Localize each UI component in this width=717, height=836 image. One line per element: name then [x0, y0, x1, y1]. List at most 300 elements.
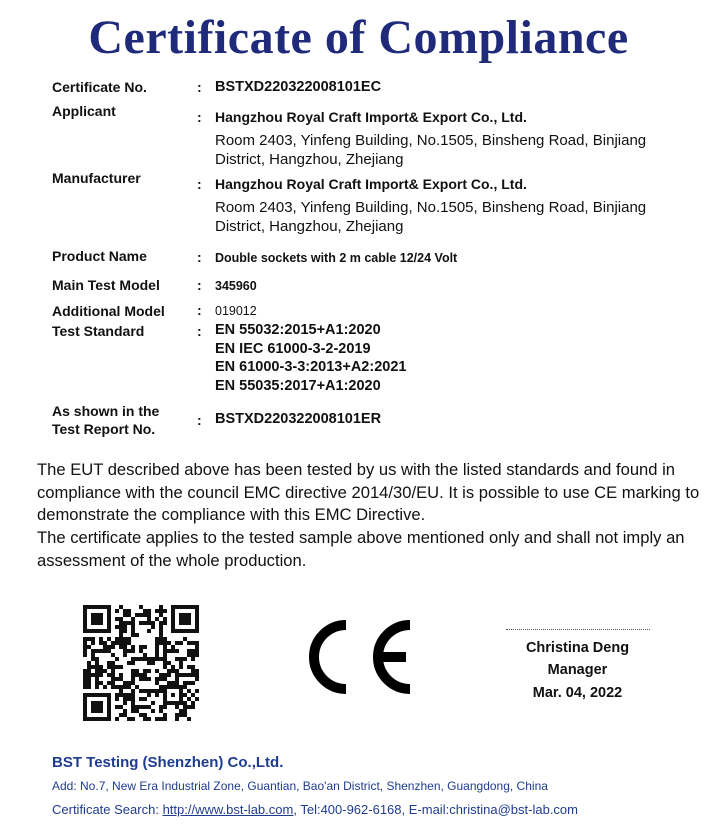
qr-module	[107, 701, 111, 705]
qr-module	[95, 705, 99, 709]
qr-module	[155, 677, 159, 681]
qr-module	[119, 625, 123, 629]
qr-module	[91, 621, 95, 625]
qr-module	[163, 617, 167, 621]
qr-module	[171, 649, 175, 653]
qr-module	[147, 617, 151, 621]
qr-module	[91, 701, 95, 705]
qr-module	[119, 689, 123, 693]
qr-module	[83, 713, 87, 717]
test-report-label-line1: As shown in the	[52, 403, 160, 419]
qr-module	[183, 701, 187, 705]
qr-module	[127, 697, 131, 701]
additional-model-value: 019012	[215, 304, 257, 318]
qr-module	[107, 649, 111, 653]
qr-module	[159, 657, 163, 661]
qr-module	[115, 665, 119, 669]
main-test-model-label: Main Test Model	[52, 277, 160, 293]
qr-module	[83, 653, 87, 657]
qr-module	[143, 713, 147, 717]
qr-module	[131, 617, 135, 621]
qr-module	[123, 653, 127, 657]
qr-module	[123, 625, 127, 629]
qr-module	[111, 653, 115, 657]
qr-module	[107, 673, 111, 677]
colon: :	[197, 79, 202, 95]
qr-module	[195, 673, 199, 677]
qr-module	[179, 701, 183, 705]
qr-module	[171, 645, 175, 649]
qr-code-icon	[83, 605, 199, 721]
qr-module	[187, 705, 191, 709]
qr-module	[83, 677, 87, 681]
qr-module	[175, 629, 179, 633]
qr-module	[147, 717, 151, 721]
qr-module	[159, 689, 163, 693]
qr-module	[195, 669, 199, 673]
qr-module	[99, 669, 103, 673]
qr-module	[107, 661, 111, 665]
qr-module	[103, 649, 107, 653]
qr-module	[195, 641, 199, 645]
qr-module	[83, 625, 87, 629]
qr-module	[143, 609, 147, 613]
qr-module	[131, 717, 135, 721]
qr-module	[187, 697, 191, 701]
footer-contact: , Tel:400-962-6168, E-mail:christina@bst-lab.com	[293, 802, 578, 817]
qr-module	[107, 617, 111, 621]
qr-module	[171, 617, 175, 621]
qr-module	[167, 685, 171, 689]
qr-module	[83, 685, 87, 689]
qr-module	[179, 689, 183, 693]
qr-module	[179, 657, 183, 661]
qr-module	[115, 641, 119, 645]
qr-module	[179, 693, 183, 697]
qr-module	[99, 681, 103, 685]
qr-module	[115, 637, 119, 641]
qr-module	[95, 681, 99, 685]
certificate-title: Certificate of Compliance	[88, 11, 629, 64]
qr-module	[163, 657, 167, 661]
ce-mark-icon	[298, 617, 418, 697]
qr-module	[155, 669, 159, 673]
qr-module	[159, 609, 163, 613]
qr-module	[155, 645, 159, 649]
qr-module	[107, 605, 111, 609]
qr-module	[91, 673, 95, 677]
qr-module	[107, 629, 111, 633]
qr-module	[83, 705, 87, 709]
qr-module	[163, 665, 167, 669]
colon: :	[197, 249, 202, 265]
qr-module	[183, 685, 187, 689]
qr-module	[87, 629, 91, 633]
colon: :	[197, 323, 202, 339]
qr-module	[99, 709, 103, 713]
qr-module	[147, 657, 151, 661]
qr-module	[139, 621, 143, 625]
qr-module	[127, 685, 131, 689]
qr-module	[123, 609, 127, 613]
qr-module	[195, 617, 199, 621]
qr-module	[187, 605, 191, 609]
qr-module	[139, 713, 143, 717]
qr-module	[171, 609, 175, 613]
qr-module	[127, 641, 131, 645]
qr-module	[115, 697, 119, 701]
qr-module	[123, 709, 127, 713]
qr-module	[119, 645, 123, 649]
qr-module	[183, 681, 187, 685]
qr-module	[155, 653, 159, 657]
qr-module	[191, 653, 195, 657]
qr-module	[131, 697, 135, 701]
qr-module	[195, 653, 199, 657]
qr-module	[131, 621, 135, 625]
qr-module	[175, 669, 179, 673]
qr-module	[167, 649, 171, 653]
qr-module	[83, 637, 87, 641]
qr-module	[95, 673, 99, 677]
qr-module	[91, 717, 95, 721]
qr-module	[87, 717, 91, 721]
qr-module	[171, 681, 175, 685]
qr-module	[123, 685, 127, 689]
qr-module	[111, 641, 115, 645]
qr-module	[111, 677, 115, 681]
qr-module	[107, 637, 111, 641]
qr-module	[183, 705, 187, 709]
qr-module	[135, 673, 139, 677]
qr-module	[99, 617, 103, 621]
qr-module	[159, 637, 163, 641]
qr-module	[139, 705, 143, 709]
qr-module	[107, 621, 111, 625]
qr-module	[119, 633, 123, 637]
qr-module	[95, 657, 99, 661]
qr-module	[167, 641, 171, 645]
applicant-label: Applicant	[52, 103, 116, 119]
qr-module	[179, 673, 183, 677]
qr-module	[119, 713, 123, 717]
qr-module	[163, 661, 167, 665]
qr-module	[187, 689, 191, 693]
colon: :	[197, 176, 202, 192]
qr-module	[111, 665, 115, 669]
qr-module	[195, 649, 199, 653]
qr-module	[167, 701, 171, 705]
qr-module	[175, 681, 179, 685]
qr-module	[83, 609, 87, 613]
qr-module	[95, 629, 99, 633]
additional-model-label: Additional Model	[52, 303, 165, 319]
qr-module	[171, 613, 175, 617]
qr-module	[155, 689, 159, 693]
qr-module	[159, 641, 163, 645]
qr-module	[163, 705, 167, 709]
qr-module	[91, 613, 95, 617]
qr-module	[155, 609, 159, 613]
qr-module	[163, 641, 167, 645]
applicant-address-line2: District, Hangzhou, Zhejiang	[215, 150, 404, 168]
qr-module	[99, 641, 103, 645]
qr-module	[107, 717, 111, 721]
qr-module	[87, 673, 91, 677]
qr-module	[127, 613, 131, 617]
qr-module	[147, 693, 151, 697]
qr-module	[175, 657, 179, 661]
qr-module	[119, 693, 123, 697]
qr-module	[183, 637, 187, 641]
qr-module	[155, 681, 159, 685]
qr-module	[163, 697, 167, 701]
qr-module	[99, 673, 103, 677]
qr-module	[163, 701, 167, 705]
qr-module	[155, 641, 159, 645]
qr-module	[91, 653, 95, 657]
qr-module	[159, 717, 163, 721]
qr-module	[187, 649, 191, 653]
qr-module	[107, 693, 111, 697]
qr-module	[175, 677, 179, 681]
qr-module	[87, 685, 91, 689]
qr-module	[111, 681, 115, 685]
qr-module	[143, 669, 147, 673]
test-standard-item: EN 61000-3-3:2013+A2:2021	[215, 359, 407, 375]
qr-module	[183, 621, 187, 625]
qr-module	[191, 693, 195, 697]
signature-date: Mar. 04, 2022	[532, 685, 623, 701]
test-report-label	[52, 402, 159, 438]
qr-module	[147, 609, 151, 613]
test-report-label-line2: Test Report No.	[52, 421, 156, 437]
qr-module	[179, 613, 183, 617]
qr-module	[163, 645, 167, 649]
qr-module	[131, 689, 135, 693]
qr-module	[135, 709, 139, 713]
qr-module	[119, 617, 123, 621]
qr-module	[83, 669, 87, 673]
qr-module	[99, 629, 103, 633]
qr-module	[87, 669, 91, 673]
certificate-no-value: BSTXD220322008101EC	[215, 79, 382, 95]
qr-module	[139, 697, 143, 701]
qr-module	[163, 713, 167, 717]
qr-module	[159, 673, 163, 677]
qr-module	[103, 645, 107, 649]
qr-module	[171, 621, 175, 625]
qr-module	[179, 629, 183, 633]
qr-module	[159, 613, 163, 617]
qr-module	[135, 613, 139, 617]
qr-module	[123, 681, 127, 685]
qr-module	[187, 621, 191, 625]
qr-module	[111, 661, 115, 665]
qr-module	[91, 705, 95, 709]
qr-module	[139, 605, 143, 609]
qr-module	[163, 685, 167, 689]
qr-module	[195, 625, 199, 629]
qr-module	[131, 701, 135, 705]
qr-module	[127, 661, 131, 665]
qr-module	[95, 665, 99, 669]
qr-module	[119, 641, 123, 645]
qr-module	[135, 633, 139, 637]
signatory-title: Manager	[547, 662, 608, 678]
qr-module	[95, 701, 99, 705]
qr-module	[191, 665, 195, 669]
qr-module	[163, 717, 167, 721]
qr-module	[171, 665, 175, 669]
qr-module	[195, 689, 199, 693]
test-standard-item: EN 55035:2017+A1:2020	[215, 377, 381, 394]
qr-module	[123, 713, 127, 717]
qr-module	[139, 657, 143, 661]
qr-module	[143, 657, 147, 661]
manufacturer-address-line2: District, Hangzhou, Zhejiang	[215, 217, 404, 235]
qr-module	[143, 689, 147, 693]
colon: :	[197, 302, 202, 318]
qr-module	[191, 705, 195, 709]
qr-module	[91, 617, 95, 621]
qr-module	[91, 649, 95, 653]
qr-module	[191, 657, 195, 661]
qr-module	[187, 641, 191, 645]
qr-module	[159, 621, 163, 625]
qr-module	[187, 717, 191, 721]
qr-module	[151, 621, 155, 625]
qr-module	[187, 653, 191, 657]
qr-module	[119, 677, 123, 681]
qr-module	[111, 645, 115, 649]
qr-module	[195, 605, 199, 609]
qr-module	[195, 613, 199, 617]
qr-module	[95, 621, 99, 625]
applicant-address-line1: Room 2403, Yinfeng Building, No.1505, Binsheng Road, Binjiang	[215, 132, 647, 149]
qr-module	[87, 637, 91, 641]
qr-module	[171, 669, 175, 673]
qr-module	[195, 677, 199, 681]
qr-module	[151, 657, 155, 661]
qr-module	[91, 693, 95, 697]
qr-module	[183, 629, 187, 633]
qr-module	[119, 637, 123, 641]
qr-module	[103, 605, 107, 609]
qr-module	[147, 621, 151, 625]
qr-module	[131, 657, 135, 661]
qr-module	[119, 605, 123, 609]
qr-module	[95, 677, 99, 681]
qr-module	[87, 681, 91, 685]
qr-module	[179, 713, 183, 717]
qr-module	[179, 605, 183, 609]
qr-module	[159, 633, 163, 637]
qr-module	[107, 681, 111, 685]
qr-module	[135, 685, 139, 689]
qr-module	[99, 701, 103, 705]
qr-module	[103, 717, 107, 721]
qr-module	[127, 717, 131, 721]
qr-module	[131, 625, 135, 629]
signature-line	[506, 629, 650, 630]
qr-module	[187, 681, 191, 685]
qr-module	[131, 693, 135, 697]
qr-module	[95, 661, 99, 665]
qr-module	[183, 617, 187, 621]
qr-module	[107, 613, 111, 617]
qr-module	[175, 673, 179, 677]
qr-module	[115, 617, 119, 621]
qr-module	[107, 609, 111, 613]
qr-module	[87, 661, 91, 665]
qr-module	[131, 661, 135, 665]
qr-module	[155, 637, 159, 641]
qr-module	[183, 693, 187, 697]
qr-module	[167, 661, 171, 665]
qr-module	[179, 665, 183, 669]
qr-module	[103, 629, 107, 633]
qr-module	[195, 697, 199, 701]
qr-module	[147, 677, 151, 681]
qr-module	[143, 645, 147, 649]
qr-module	[99, 621, 103, 625]
qr-module	[123, 697, 127, 701]
qr-module	[135, 657, 139, 661]
qr-module	[127, 621, 131, 625]
qr-module	[123, 645, 127, 649]
qr-module	[123, 641, 127, 645]
qr-module	[187, 629, 191, 633]
qr-module	[107, 645, 111, 649]
qr-module	[131, 705, 135, 709]
qr-module	[155, 649, 159, 653]
qr-module	[131, 645, 135, 649]
qr-module	[107, 665, 111, 669]
qr-module	[103, 693, 107, 697]
qr-module	[115, 625, 119, 629]
qr-module	[195, 645, 199, 649]
qr-module	[191, 701, 195, 705]
qr-module	[95, 717, 99, 721]
compliance-statement: The EUT described above has been tested by us with the listed standards and found in compliance with the council EMC directive 2014/30/EU. It is possible to use CE marking to demonstrate the compliance with this EMC Directive.	[37, 460, 700, 524]
qr-module	[123, 649, 127, 653]
qr-module	[139, 649, 143, 653]
qr-module	[171, 693, 175, 697]
manufacturer-name: Hangzhou Royal Craft Import& Export Co., Ltd.	[215, 176, 527, 192]
qr-module	[151, 709, 155, 713]
qr-module	[143, 653, 147, 657]
qr-module	[115, 609, 119, 613]
qr-module	[175, 717, 179, 721]
qr-module	[83, 697, 87, 701]
qr-module	[159, 625, 163, 629]
qr-module	[131, 677, 135, 681]
website-link[interactable]: http://www.bst-lab.com	[162, 802, 294, 817]
qr-module	[175, 685, 179, 689]
qr-module	[147, 689, 151, 693]
qr-module	[131, 633, 135, 637]
qr-module	[123, 613, 127, 617]
test-report-value: BSTXD220322008101ER	[215, 411, 382, 427]
qr-module	[95, 617, 99, 621]
qr-module	[83, 613, 87, 617]
qr-module	[131, 649, 135, 653]
qr-module	[159, 629, 163, 633]
qr-module	[127, 649, 131, 653]
qr-module	[147, 669, 151, 673]
qr-module	[127, 681, 131, 685]
